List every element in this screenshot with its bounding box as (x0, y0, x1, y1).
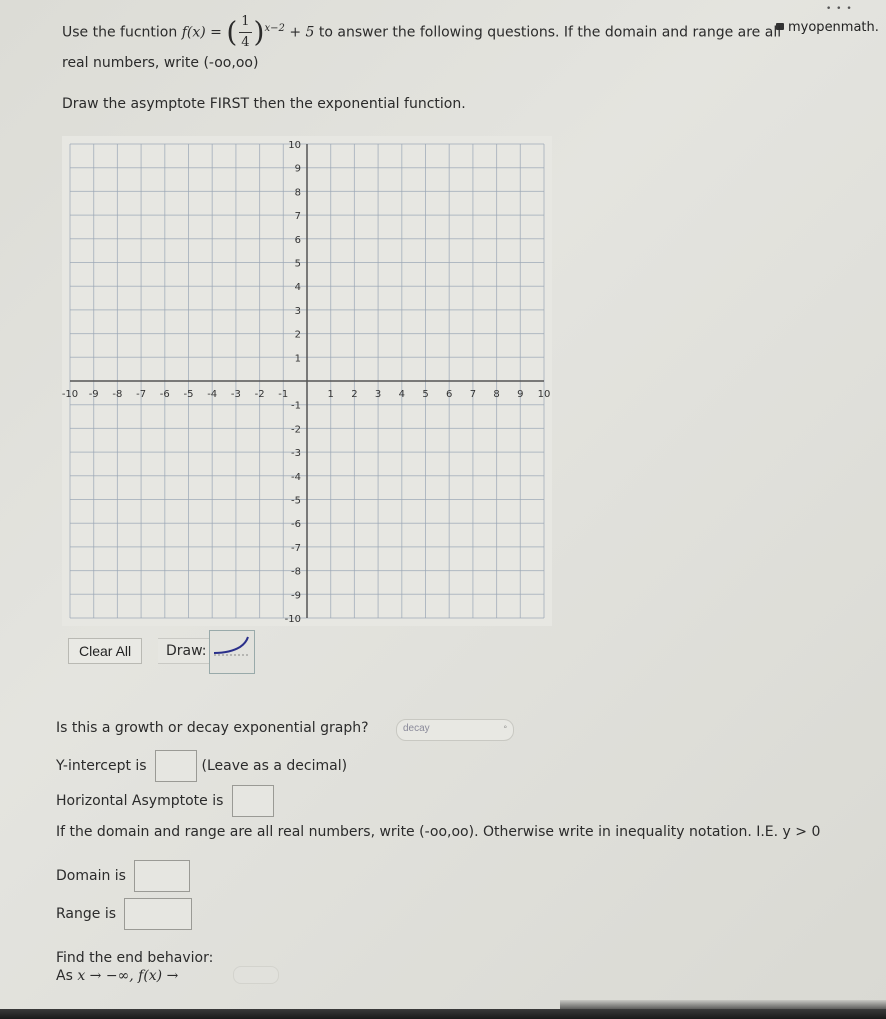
function-lhs: f(x) = (181, 24, 222, 41)
x-tick-label: -4 (207, 389, 218, 400)
q2-note: (Leave as a decimal) (201, 758, 348, 774)
x-tick-label: 6 (446, 389, 453, 400)
end-behavior-question (56, 968, 178, 984)
question-domain (56, 860, 190, 892)
y-tick-label: -8 (291, 566, 301, 578)
growth-decay-select[interactable] (396, 719, 514, 741)
y-tick-label: 9 (294, 163, 301, 175)
y-intercept-input[interactable] (155, 750, 197, 782)
x-tick-label: -10 (62, 389, 79, 400)
x-tick-label: -9 (88, 389, 99, 400)
y-tick-label: -9 (291, 590, 301, 602)
x-tick-label: 9 (517, 389, 524, 400)
y-tick-label: -4 (291, 471, 301, 483)
x-tick-label: -3 (230, 389, 241, 400)
x-tick-label: -5 (183, 389, 194, 400)
fraction-denominator: 4 (241, 35, 250, 50)
x-tick-label: 1 (327, 389, 334, 400)
question-y-intercept (56, 750, 347, 782)
question-growth-decay (56, 720, 369, 736)
range-label: Range is (56, 906, 117, 922)
domain-range-note: If the domain and range are all real numbers, write (-oo,oo). Otherwise write in inequality notation. I.E. y > 0 (56, 824, 821, 840)
y-tick-label: -5 (291, 495, 301, 507)
exponent: x−2 (264, 22, 285, 34)
intro-prefix: Use the fucntion (62, 24, 178, 41)
instruction: Draw the asymptote FIRST then the exponential function. (62, 96, 466, 112)
q2-label: Y-intercept is (56, 758, 147, 774)
x-tick-label: -7 (136, 389, 147, 400)
draw-label: Draw: (158, 638, 216, 664)
x-tick-label: 2 (351, 389, 358, 400)
intro-line2: real numbers, write (-oo,oo) (62, 55, 259, 71)
question-range (56, 898, 192, 930)
draw-tool-button[interactable] (209, 630, 255, 674)
x-tick-label: -2 (254, 389, 265, 400)
domain-input[interactable] (134, 860, 190, 892)
y-tick-label: 3 (294, 305, 301, 317)
x-tick-label: -1 (278, 389, 289, 400)
intro-suffix: to answer the following questions. If the domain and range are all (318, 24, 782, 41)
right-paren: ) (253, 15, 265, 49)
domain-label: Domain is (56, 868, 126, 884)
y-tick-label: 10 (288, 140, 301, 151)
problem-statement (62, 12, 882, 73)
graph-canvas[interactable] (62, 136, 552, 626)
x-tick-label: 5 (422, 389, 429, 400)
question-asymptote (56, 785, 274, 817)
x-tick-label: -8 (112, 389, 123, 400)
range-input[interactable] (124, 898, 192, 930)
y-tick-label: -6 (291, 519, 301, 531)
end-behavior-title: Find the end behavior: (56, 950, 214, 966)
y-tick-label: 1 (294, 353, 301, 365)
y-tick-label: 6 (294, 234, 301, 246)
q1-label: Is this a growth or decay exponential graph? (56, 720, 369, 736)
y-tick-label: 5 (294, 258, 301, 270)
y-tick-label: 7 (294, 211, 301, 223)
y-tick-label: -7 (291, 542, 301, 554)
x-tick-label: 8 (493, 389, 500, 400)
function-rhs: + 5 (289, 24, 315, 41)
x-tick-label: 10 (537, 389, 551, 400)
graph-svg[interactable] (62, 136, 552, 626)
fraction (239, 12, 251, 53)
end-behavior-prefix: As (56, 968, 73, 984)
clear-all-button[interactable]: Clear All (68, 638, 142, 664)
y-tick-label: -10 (284, 614, 301, 625)
y-tick-label: 4 (294, 282, 301, 294)
end-behavior-expr: x → −∞, f(x) → (77, 968, 179, 984)
x-tick-label: -6 (159, 389, 170, 400)
asymptote-input[interactable] (232, 785, 274, 817)
screen-bezel (0, 1009, 886, 1019)
x-tick-label: 3 (374, 389, 382, 400)
end-behavior-select[interactable] (233, 966, 279, 984)
menu-dots-icon[interactable]: • • • (826, 4, 853, 14)
y-tick-label: -1 (291, 400, 301, 412)
y-tick-label: -3 (291, 448, 301, 460)
y-tick-label: 2 (294, 329, 301, 341)
site-name: myopenmath. (788, 20, 879, 35)
x-tick-label: 7 (469, 389, 477, 400)
exponential-curve-icon (210, 631, 254, 673)
chevron-down-icon: ◦ (503, 722, 507, 733)
growth-decay-value: decay (403, 723, 430, 734)
x-tick-label: 4 (398, 389, 405, 400)
y-tick-label: -2 (291, 424, 301, 436)
left-paren: ( (226, 15, 238, 49)
y-tick-label: 8 (294, 187, 301, 199)
q3-label: Horizontal Asymptote is (56, 793, 224, 809)
fraction-numerator: 1 (239, 12, 251, 33)
